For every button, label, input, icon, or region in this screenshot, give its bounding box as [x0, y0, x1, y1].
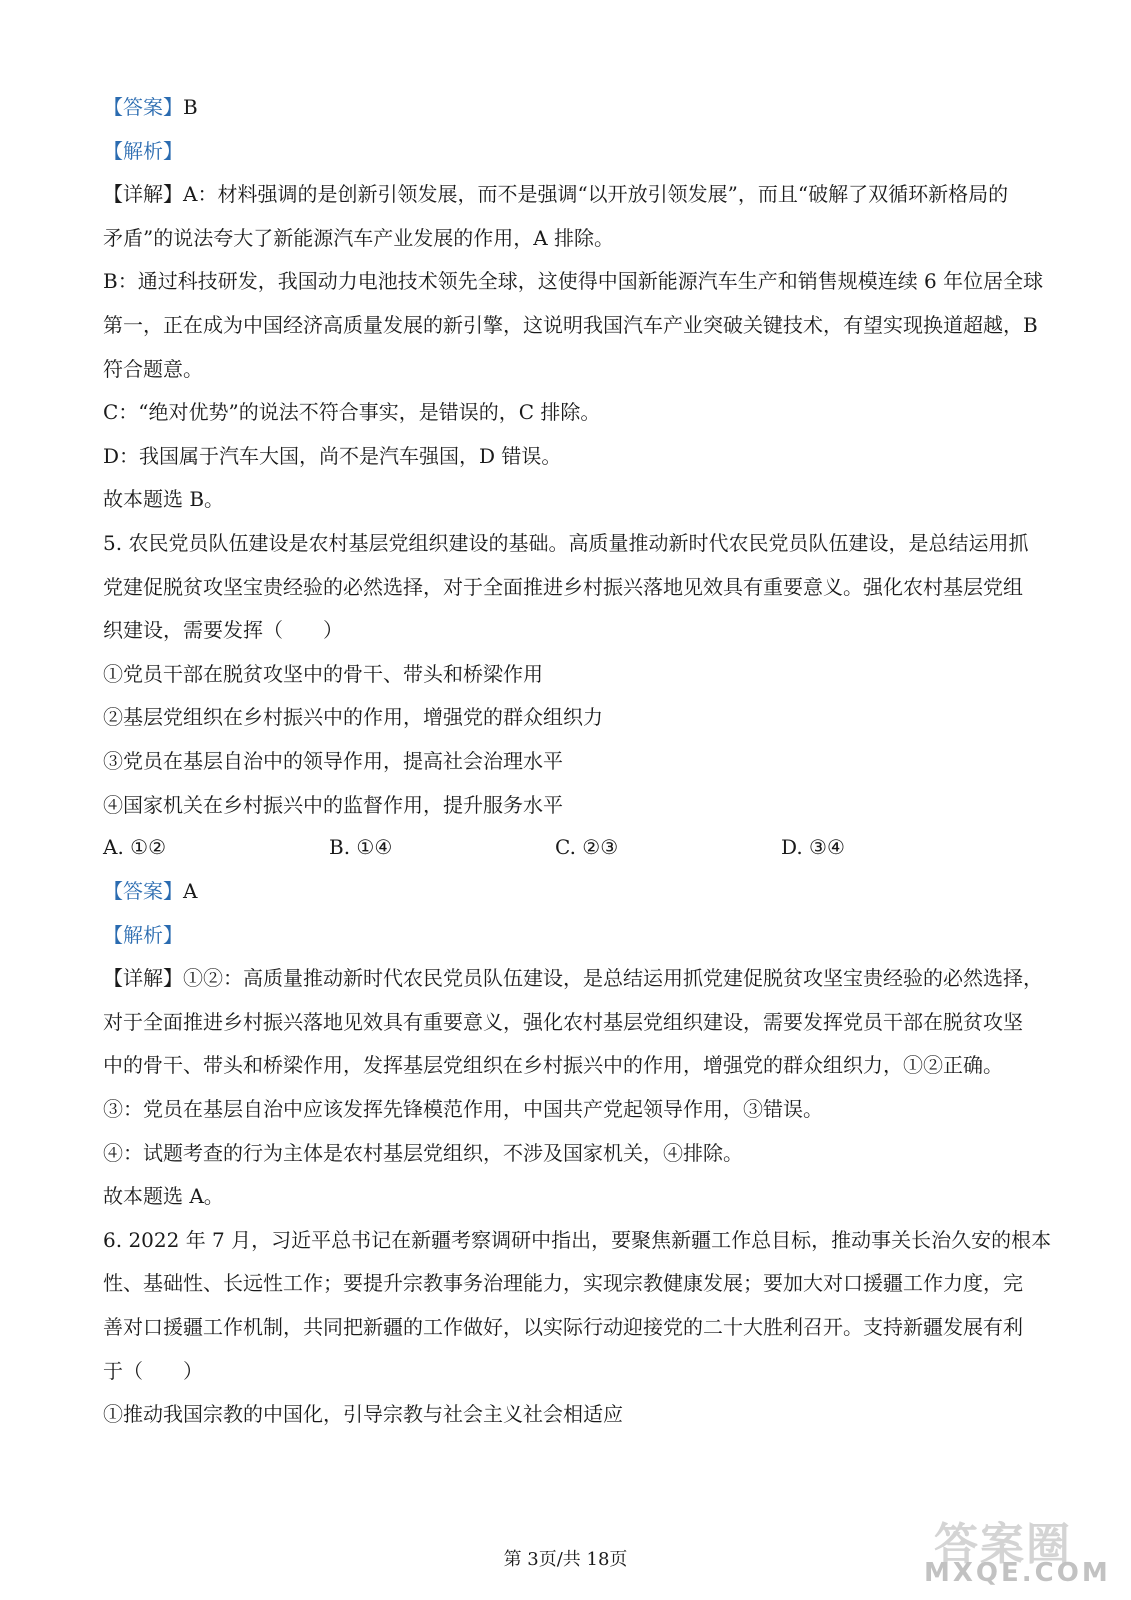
text-line: [103, 268, 1044, 294]
line-text: 5. 农民党员队伍建设是农村基层党组织建设的基础。高质量推动新时代农民党员队伍建设，是总结运用抓: [103, 531, 1029, 555]
line-text: ④：试题考查的行为主体是农村基层党组织，不涉及国家机关，④排除。: [103, 1140, 743, 1165]
line-text: 【详解】①②：高质量推动新时代农民党员队伍建设，是总结运用抓党建促脱贫攻坚宝贵经验的必然选择，: [103, 966, 1043, 991]
line-text: ④国家机关在乡村振兴中的监督作用，提升服务水平: [103, 792, 563, 817]
line-text: 织建设，需要发挥（ ）: [103, 618, 343, 643]
answer-options: [103, 834, 1023, 860]
text-line: [103, 443, 1023, 469]
text-line: [103, 922, 1023, 948]
line-text: ①推动我国宗教的中国化，引导宗教与社会主义社会相适应: [103, 1402, 623, 1427]
text-line: [103, 965, 1043, 991]
watermark-domain: MXQE.COM: [924, 1558, 1111, 1588]
line-text: 对于全面推进乡村振兴落地见效具有重要意义，强化农村基层党组织建设，需要发挥党员干部在脱贫攻坚: [103, 1009, 1023, 1034]
option-c: C. ②③: [555, 835, 619, 859]
line-text: 故本题选 A。: [103, 1184, 224, 1209]
line-text: 性、基础性、长远性工作；要提升宗教事务治理能力，实现宗教健康发展；要加大对口援疆工作力度，完: [103, 1271, 1023, 1296]
text-line: [103, 1227, 1052, 1253]
text-line: [103, 356, 1023, 382]
line-text: ③党员在基层自治中的领导作用，提高社会治理水平: [103, 749, 563, 773]
line-text: 善对口援疆工作机制，共同把新疆的工作做好，以实际行动迎接党的二十大胜利召开。支持新疆发展有利: [103, 1315, 1023, 1339]
text-line: [103, 312, 1038, 338]
line-text: 第一，正在成为中国经济高质量发展的新引擎，这说明我国汽车产业突破关键技术，有望实现换道超越，B: [103, 313, 1038, 337]
text-line: [103, 486, 1023, 512]
line-text: ①党员干部在脱贫攻坚中的骨干、带头和桥梁作用: [103, 661, 543, 686]
text-line: [103, 792, 1023, 818]
text-line: [103, 399, 1023, 425]
line-text: 党建促脱贫攻坚宝贵经验的必然选择，对于全面推进乡村振兴落地见效具有重要意义。强化农村基层党组: [103, 574, 1023, 599]
text-line: [103, 225, 1023, 251]
line-text: C：“绝对优势”的说法不符合事实，是错误的，C 排除。: [103, 400, 601, 425]
text-line: [103, 530, 1029, 556]
line-text: 中的骨干、带头和桥梁作用，发挥基层党组织在乡村振兴中的作用，增强党的群众组织力，①②正确。: [103, 1053, 1003, 1078]
line-text: B：通过科技研发，我国动力电池技术领先全球，这使得中国新能源汽车生产和销售规模连续 6 年位居全球: [103, 269, 1044, 294]
text-line: [103, 1314, 1023, 1340]
option-a: A. ①②: [103, 835, 167, 859]
text-line: [103, 1096, 1023, 1122]
line-text: 矛盾”的说法夸大了新能源汽车产业发展的作用，A 排除。: [103, 225, 615, 250]
line-text: ②基层党组织在乡村振兴中的作用，增强党的群众组织力: [103, 705, 603, 730]
line-text: 符合题意。: [103, 356, 203, 381]
line-text: 6. 2022 年 7 月，习近平总书记在新疆考察调研中指出，要聚焦新疆工作总目标，推动事关长治久安的根本: [103, 1227, 1052, 1252]
section-tag: 【解析】: [103, 138, 183, 163]
text-line: [103, 138, 1023, 164]
text-line: [103, 1401, 1023, 1427]
text-line: [103, 94, 1023, 120]
option-d: D. ③④: [781, 835, 845, 859]
text-line: [103, 661, 1023, 687]
watermark-logo: [912, 1508, 1122, 1594]
page-footer: 第 3页/共 18页: [503, 1549, 628, 1570]
text-line: [103, 1052, 1023, 1078]
text-line: [103, 704, 1023, 730]
line-text: 【详解】A：材料强调的是创新引领发展，而不是强调“以开放引领发展”，而且“破解了双循环新格局的: [103, 182, 1009, 207]
text-line: [103, 748, 1023, 774]
line-text: B: [183, 95, 198, 119]
line-text: A: [183, 879, 198, 903]
text-line: [103, 617, 1023, 643]
text-line: [103, 574, 1023, 600]
text-line: [103, 1358, 1023, 1384]
line-text: ③：党员在基层自治中应该发挥先锋模范作用，中国共产党起领导作用，③错误。: [103, 1097, 823, 1121]
section-tag: 【答案】: [103, 879, 183, 903]
line-text: 故本题选 B。: [103, 487, 225, 512]
text-line: [103, 1009, 1023, 1035]
section-tag: 【解析】: [103, 922, 183, 947]
text-line: [103, 1183, 1023, 1209]
line-text: D：我国属于汽车大国，尚不是汽车强国，D 错误。: [103, 443, 562, 468]
text-line: [103, 1140, 1023, 1166]
text-line: [103, 1270, 1023, 1296]
watermark-text: 答案圈: [934, 1519, 1072, 1570]
option-b: B. ①④: [329, 835, 393, 859]
text-line: [103, 878, 1023, 904]
line-text: 于（ ）: [103, 1358, 203, 1383]
text-line: [103, 181, 1023, 207]
section-tag: 【答案】: [103, 95, 183, 119]
